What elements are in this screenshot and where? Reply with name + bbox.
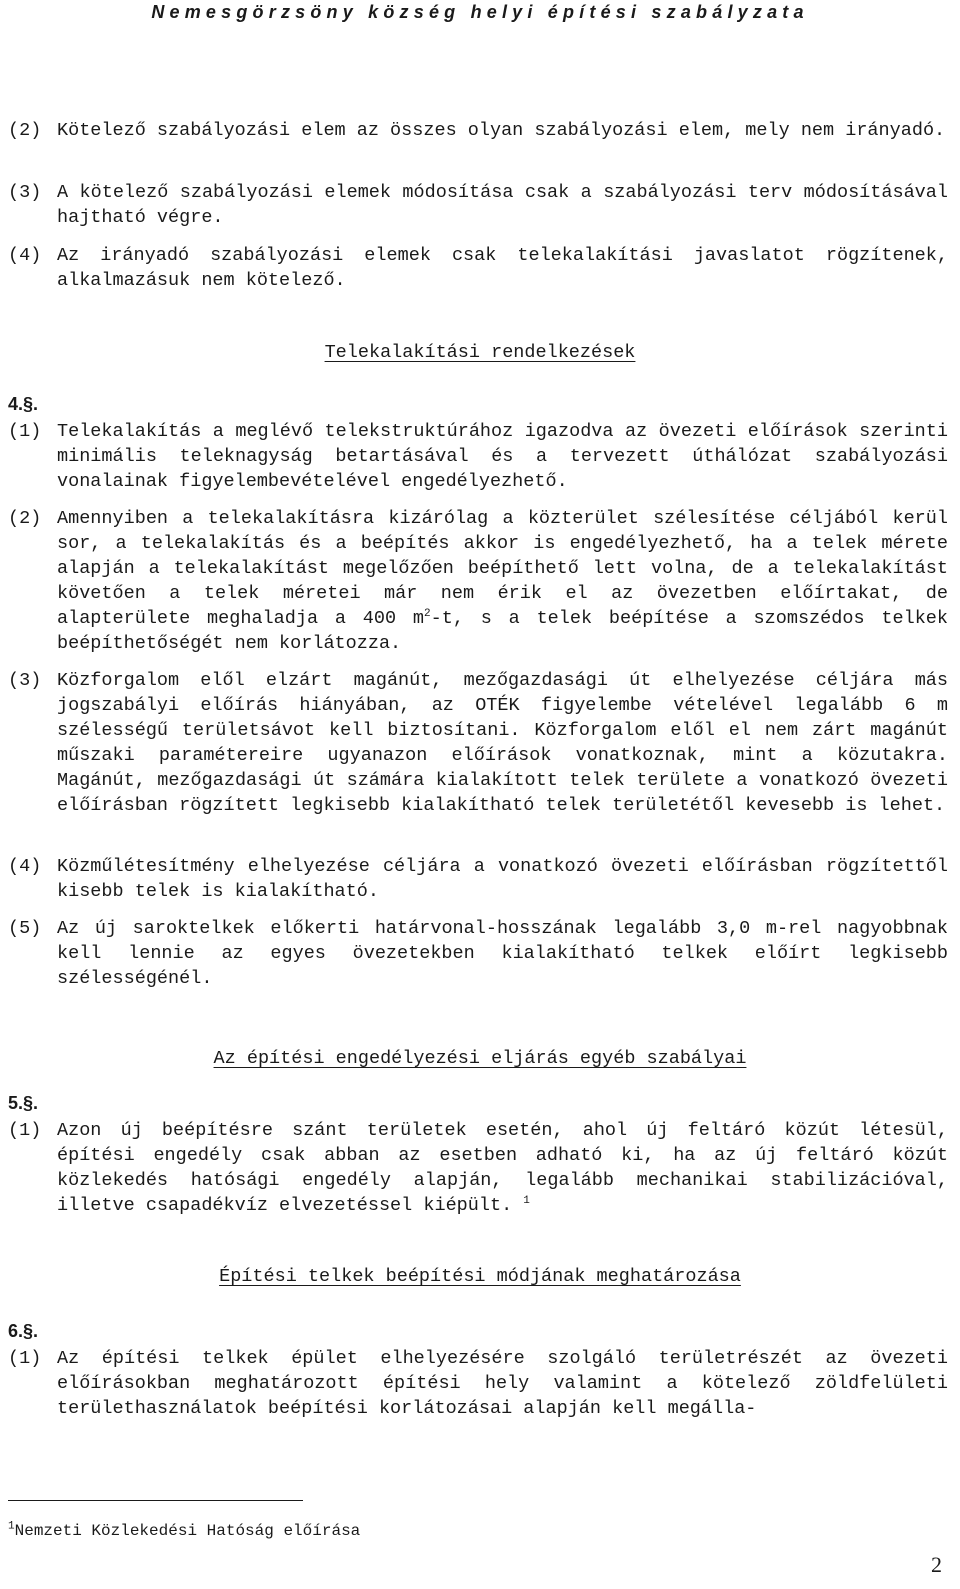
- paragraph-6-1: [8, 1346, 948, 1421]
- paragraph-text: A kötelező szabályozási elemek módosítása csak a szabályozási terv módosításával hajtható végre.: [57, 182, 948, 228]
- paragraph-text: [57, 1118, 948, 1218]
- paragraph-4-3: [8, 668, 948, 818]
- superscript: 2: [424, 607, 431, 620]
- paragraph-number: (1): [8, 421, 42, 442]
- footnote-text: Nemzeti Közlekedési Hatóság előírása: [14, 1522, 361, 1540]
- paragraph-text: Az irányadó szabályozási elemek csak telekalakítási javaslatot rögzítenek, alkalmazásuk nem kötelező.: [57, 245, 948, 291]
- paragraph-text: Közforgalom elől elzárt magánút, mezőgazdasági út elhelyezése céljára más jogszabályi előírás hiányában, az OTÉK figyelembe vételével legalább 6 m szélességű területsávot kell biztosítani. Közforgalom elől el nem zárt magánút műszaki paramétereire ugyanazon előírások vonatkoznak, mint a közutakra. Magánút, mezőgazdasági út számára kialakított telek területe a vonatkozó övezeti előírásban rögzített legkisebb kialakítható telek területétől kevesebb is lehet.: [57, 670, 948, 816]
- paragraph-3-4: [8, 243, 948, 293]
- paragraph-text: [57, 506, 948, 656]
- paragraph-text: Az építési telkek épület elhelyezésére szolgáló területrészét az övezeti előírásokban meghatározott építési hely valamint a kötelező zöldfelületi területhasználatok beépítési korlátozásai alapján kell megálla-: [57, 1348, 948, 1419]
- footnote-reference: 1: [523, 1194, 530, 1207]
- footnote: [8, 1522, 360, 1540]
- paragraph-4-4: [8, 854, 948, 904]
- paragraph-5-1: [8, 1118, 948, 1218]
- section-heading-telekalakitas: Telekalakítási rendelkezések: [324, 342, 636, 363]
- page-number: 2: [931, 1552, 942, 1577]
- paragraph-number: (1): [8, 1348, 42, 1369]
- footnote-divider: [8, 1500, 303, 1501]
- paragraph-4-1: [8, 419, 948, 494]
- paragraph-number: (2): [8, 508, 42, 529]
- paragraph-text-part-a: Amennyiben a telekalakításra kizárólag a közterület szélesítése céljából kerül sor, a telekalakítás és a beépítés akkor is engedélyezhető, ha a telek mérete alapján a telekalakítást megelőzően beépíthető lett volna, de a telekalakítást követően a telek méretei már nem érik el az övezetben előírtakat, de alapterülete meghaladja a 400 m: [57, 508, 948, 629]
- paragraph-number: (4): [8, 856, 42, 877]
- paragraph-text-part-b: -t, s a telek beépítése a szomszédos telkek beépíthetőségét nem korlátozza.: [57, 608, 948, 654]
- section-heading-engedelyezes: Az építési engedélyezési eljárás egyéb szabályai: [213, 1048, 747, 1069]
- paragraph-number: (1): [8, 1120, 42, 1141]
- footnote-number: 1: [8, 1520, 15, 1533]
- paragraph-number: (3): [8, 670, 42, 691]
- section-label-4: 4.§.: [8, 394, 39, 414]
- paragraph-4-2: [8, 506, 948, 656]
- section-label-6: 6.§.: [8, 1321, 39, 1341]
- paragraph-number: (3): [8, 182, 42, 203]
- paragraph-3-3: [8, 180, 948, 230]
- paragraph-number: (4): [8, 245, 42, 266]
- section-label-5: 5.§.: [8, 1093, 39, 1113]
- paragraph-4-5: [8, 916, 948, 991]
- section-heading-beepitesi-mod: Építési telkek beépítési módjának meghatározása: [219, 1266, 741, 1287]
- paragraph-3-2: [8, 118, 948, 143]
- paragraph-text: Kötelező szabályozási elem az összes olyan szabályozási elem, mely nem irányadó.: [57, 120, 946, 141]
- paragraph-text-body: Azon új beépítésre szánt területek esetén, ahol új feltáró közút létesül, építési engedély csak abban az esetben adható ki, ha az új feltáró közút közlekedés hatósági engedély alapján, legalább mechanikai stabilizációval, illetve csapadékvíz elvezetéssel kiépült.: [57, 1120, 948, 1216]
- paragraph-number: (5): [8, 918, 42, 939]
- paragraph-number: (2): [8, 120, 42, 141]
- paragraph-text: Az új saroktelkek előkerti határvonal-hosszának legalább 3,0 m-rel nagyobbnak kell lennie az egyes övezetekben kialakítható telkek előírt legkisebb szélességénél.: [57, 918, 948, 989]
- paragraph-text: Telekalakítás a meglévő telekstruktúrához igazodva az övezeti előírások szerinti minimális teleknagyság betartásával és a tervezett úthálózat szabályozási vonalainak figyelembevételével engedélyezhető.: [57, 421, 948, 492]
- paragraph-text: Közműlétesítmény elhelyezése céljára a vonatkozó övezeti előírásban rögzítettől kisebb telek is kialakítható.: [57, 856, 948, 902]
- page-header: Nemesgörzsöny község helyi építési szabályzata: [151, 2, 809, 22]
